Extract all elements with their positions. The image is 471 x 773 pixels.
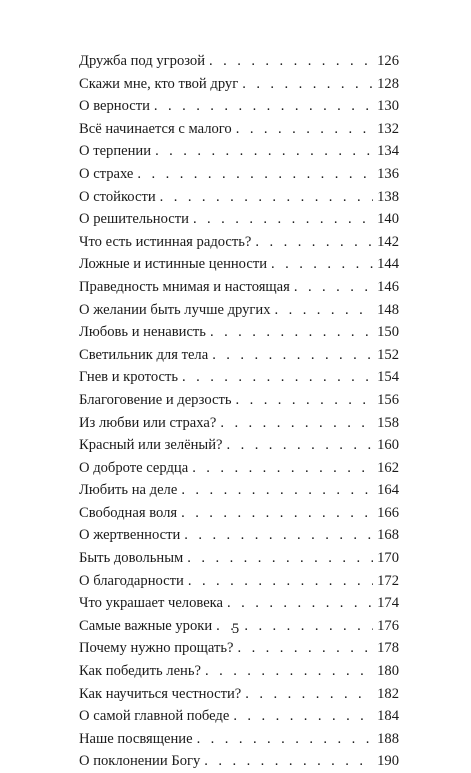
toc-entry-page-number: 152 bbox=[377, 346, 399, 363]
toc-entry-title: Из любви или страха? bbox=[79, 414, 217, 431]
toc-dot-leader bbox=[236, 118, 373, 141]
toc-entry bbox=[79, 502, 399, 525]
toc-entry bbox=[79, 750, 399, 773]
toc-entry-page-number: 150 bbox=[377, 324, 399, 341]
toc-entry-page-number: 172 bbox=[377, 572, 399, 589]
toc-entry bbox=[79, 524, 399, 547]
toc-entry bbox=[79, 366, 399, 389]
toc-entry-title: О жертвенности bbox=[79, 527, 181, 544]
toc-entry-page-number: 140 bbox=[377, 211, 399, 228]
toc-dot-leader bbox=[237, 637, 373, 660]
toc-dot-leader bbox=[210, 321, 373, 344]
toc-entry-page-number: 190 bbox=[377, 753, 399, 770]
toc-entry-title: О благодарности bbox=[79, 572, 184, 589]
toc-entry-title: Скажи мне, кто твой друг bbox=[79, 75, 239, 92]
toc-entry bbox=[79, 118, 399, 141]
toc-entry bbox=[79, 592, 399, 615]
toc-dot-leader bbox=[275, 299, 374, 322]
toc-entry-page-number: 168 bbox=[377, 527, 399, 544]
toc-entry-title: О страхе bbox=[79, 165, 134, 182]
toc-entry bbox=[79, 140, 399, 163]
toc-entry bbox=[79, 570, 399, 593]
toc-dot-leader bbox=[204, 750, 373, 773]
toc-dot-leader bbox=[236, 389, 374, 412]
toc-entry bbox=[79, 344, 399, 367]
toc-entry-page-number: 162 bbox=[377, 459, 399, 476]
toc-entry-title: Ложные и истинные ценности bbox=[79, 256, 268, 273]
toc-dot-leader bbox=[188, 570, 373, 593]
toc-entry-page-number: 170 bbox=[377, 550, 399, 567]
toc-entry-title: Праведность мнимая и настоящая bbox=[79, 278, 290, 295]
toc-entry bbox=[79, 637, 399, 660]
toc-entry-title: Любовь и ненависть bbox=[79, 324, 206, 341]
toc-dot-leader bbox=[193, 208, 373, 231]
toc-entry bbox=[79, 660, 399, 683]
toc-entry-page-number: 158 bbox=[377, 414, 399, 431]
toc-entry-title: Светильник для тела bbox=[79, 346, 209, 363]
toc-entry-title: О желании быть лучше других bbox=[79, 301, 271, 318]
table-of-contents bbox=[79, 50, 399, 773]
toc-entry-page-number: 136 bbox=[377, 165, 399, 182]
toc-dot-leader bbox=[294, 276, 373, 299]
toc-dot-leader bbox=[212, 344, 373, 367]
toc-entry bbox=[79, 479, 399, 502]
toc-dot-leader bbox=[245, 683, 373, 706]
toc-dot-leader bbox=[227, 434, 374, 457]
toc-entry bbox=[79, 547, 399, 570]
toc-dot-leader bbox=[184, 524, 373, 547]
toc-entry-page-number: 126 bbox=[377, 53, 399, 69]
toc-entry-title: О решительности bbox=[79, 211, 189, 228]
toc-entry-title: Свободная воля bbox=[79, 504, 178, 521]
toc-dot-leader bbox=[137, 163, 373, 186]
toc-entry-title: Всё начинается с малого bbox=[79, 120, 232, 137]
toc-dot-leader bbox=[197, 728, 374, 751]
toc-entry-page-number: 176 bbox=[377, 617, 399, 634]
toc-entry-title: Дружба под угрозой bbox=[79, 53, 206, 69]
toc-entry-title: О поклонении Богу bbox=[79, 753, 201, 770]
toc-entry bbox=[79, 73, 399, 96]
toc-entry-title: О стойкости bbox=[79, 188, 156, 205]
toc-entry bbox=[79, 457, 399, 480]
toc-dot-leader bbox=[227, 592, 373, 615]
toc-entry-title: Что украшает человека bbox=[79, 595, 224, 612]
toc-entry bbox=[79, 728, 399, 751]
toc-entry bbox=[79, 276, 399, 299]
toc-dot-leader bbox=[154, 95, 373, 118]
toc-dot-leader bbox=[271, 253, 373, 276]
toc-entry-page-number: 188 bbox=[377, 730, 399, 747]
toc-entry-title: О доброте сердца bbox=[79, 459, 189, 476]
toc-entry bbox=[79, 434, 399, 457]
toc-entry bbox=[79, 321, 399, 344]
toc-entry-page-number: 148 bbox=[377, 301, 399, 318]
toc-entry-page-number: 182 bbox=[377, 685, 399, 702]
toc-dot-leader bbox=[155, 140, 373, 163]
toc-dot-leader bbox=[181, 479, 373, 502]
toc-entry-page-number: 164 bbox=[377, 482, 399, 499]
toc-entry bbox=[79, 299, 399, 322]
toc-entry bbox=[79, 705, 399, 728]
toc-entry-title: Красный или зелёный? bbox=[79, 437, 223, 454]
toc-dot-leader bbox=[233, 705, 373, 728]
toc-entry bbox=[79, 163, 399, 186]
toc-entry bbox=[79, 412, 399, 435]
toc-entry-page-number: 180 bbox=[377, 663, 399, 680]
toc-entry-page-number: 166 bbox=[377, 504, 399, 521]
toc-entry-title: Любить на деле bbox=[79, 482, 178, 499]
toc-dot-leader bbox=[187, 547, 373, 570]
toc-entry-page-number: 154 bbox=[377, 369, 399, 386]
toc-entry-page-number: 156 bbox=[377, 391, 399, 408]
toc-entry-page-number: 132 bbox=[377, 120, 399, 137]
toc-entry bbox=[79, 208, 399, 231]
toc-entry-title: Самые важные уроки bbox=[79, 617, 213, 634]
toc-entry-page-number: 184 bbox=[377, 708, 399, 725]
toc-dot-leader bbox=[192, 457, 373, 480]
toc-dot-leader bbox=[160, 186, 373, 209]
toc-entry bbox=[79, 50, 399, 73]
toc-entry-page-number: 160 bbox=[377, 437, 399, 454]
toc-dot-leader bbox=[181, 502, 373, 525]
toc-entry-title: Гнев и кротость bbox=[79, 369, 179, 386]
toc-entry bbox=[79, 253, 399, 276]
toc-entry-title: О самой главной победе bbox=[79, 708, 230, 725]
toc-entry bbox=[79, 186, 399, 209]
toc-entry-title: Как победить лень? bbox=[79, 663, 202, 680]
toc-entry-title: Почему нужно прощать? bbox=[79, 640, 234, 657]
toc-entry-title: О терпении bbox=[79, 143, 152, 160]
page-number: 5 bbox=[231, 621, 240, 637]
toc-entry-title: Что есть истинная радость? bbox=[79, 233, 252, 250]
toc-dot-leader bbox=[220, 412, 373, 435]
toc-entry-page-number: 128 bbox=[377, 75, 399, 92]
toc-entry-page-number: 144 bbox=[377, 256, 399, 273]
toc-dot-leader bbox=[255, 231, 373, 254]
toc-entry bbox=[79, 389, 399, 412]
toc-entry-title: Благоговение и дерзость bbox=[79, 391, 232, 408]
toc-entry-page-number: 174 bbox=[377, 595, 399, 612]
toc-entry-page-number: 142 bbox=[377, 233, 399, 250]
toc-entry-page-number: 146 bbox=[377, 278, 399, 295]
toc-entry-page-number: 134 bbox=[377, 143, 399, 160]
toc-dot-leader bbox=[242, 73, 373, 96]
toc-entry-page-number: 178 bbox=[377, 640, 399, 657]
toc-entry bbox=[79, 683, 399, 706]
toc-entry-title: Наше посвящение bbox=[79, 730, 193, 747]
toc-entry-page-number: 138 bbox=[377, 188, 399, 205]
toc-entry-title: Быть довольным bbox=[79, 550, 184, 567]
toc-dot-leader bbox=[205, 660, 373, 683]
toc-dot-leader bbox=[182, 366, 373, 389]
toc-entry-title: О верности bbox=[79, 98, 150, 115]
toc-entry-title: Как научиться честности? bbox=[79, 685, 242, 702]
toc-entry-page-number: 130 bbox=[377, 98, 399, 115]
toc-dot-leader bbox=[209, 50, 373, 73]
toc-entry bbox=[79, 231, 399, 254]
toc-entry bbox=[79, 95, 399, 118]
